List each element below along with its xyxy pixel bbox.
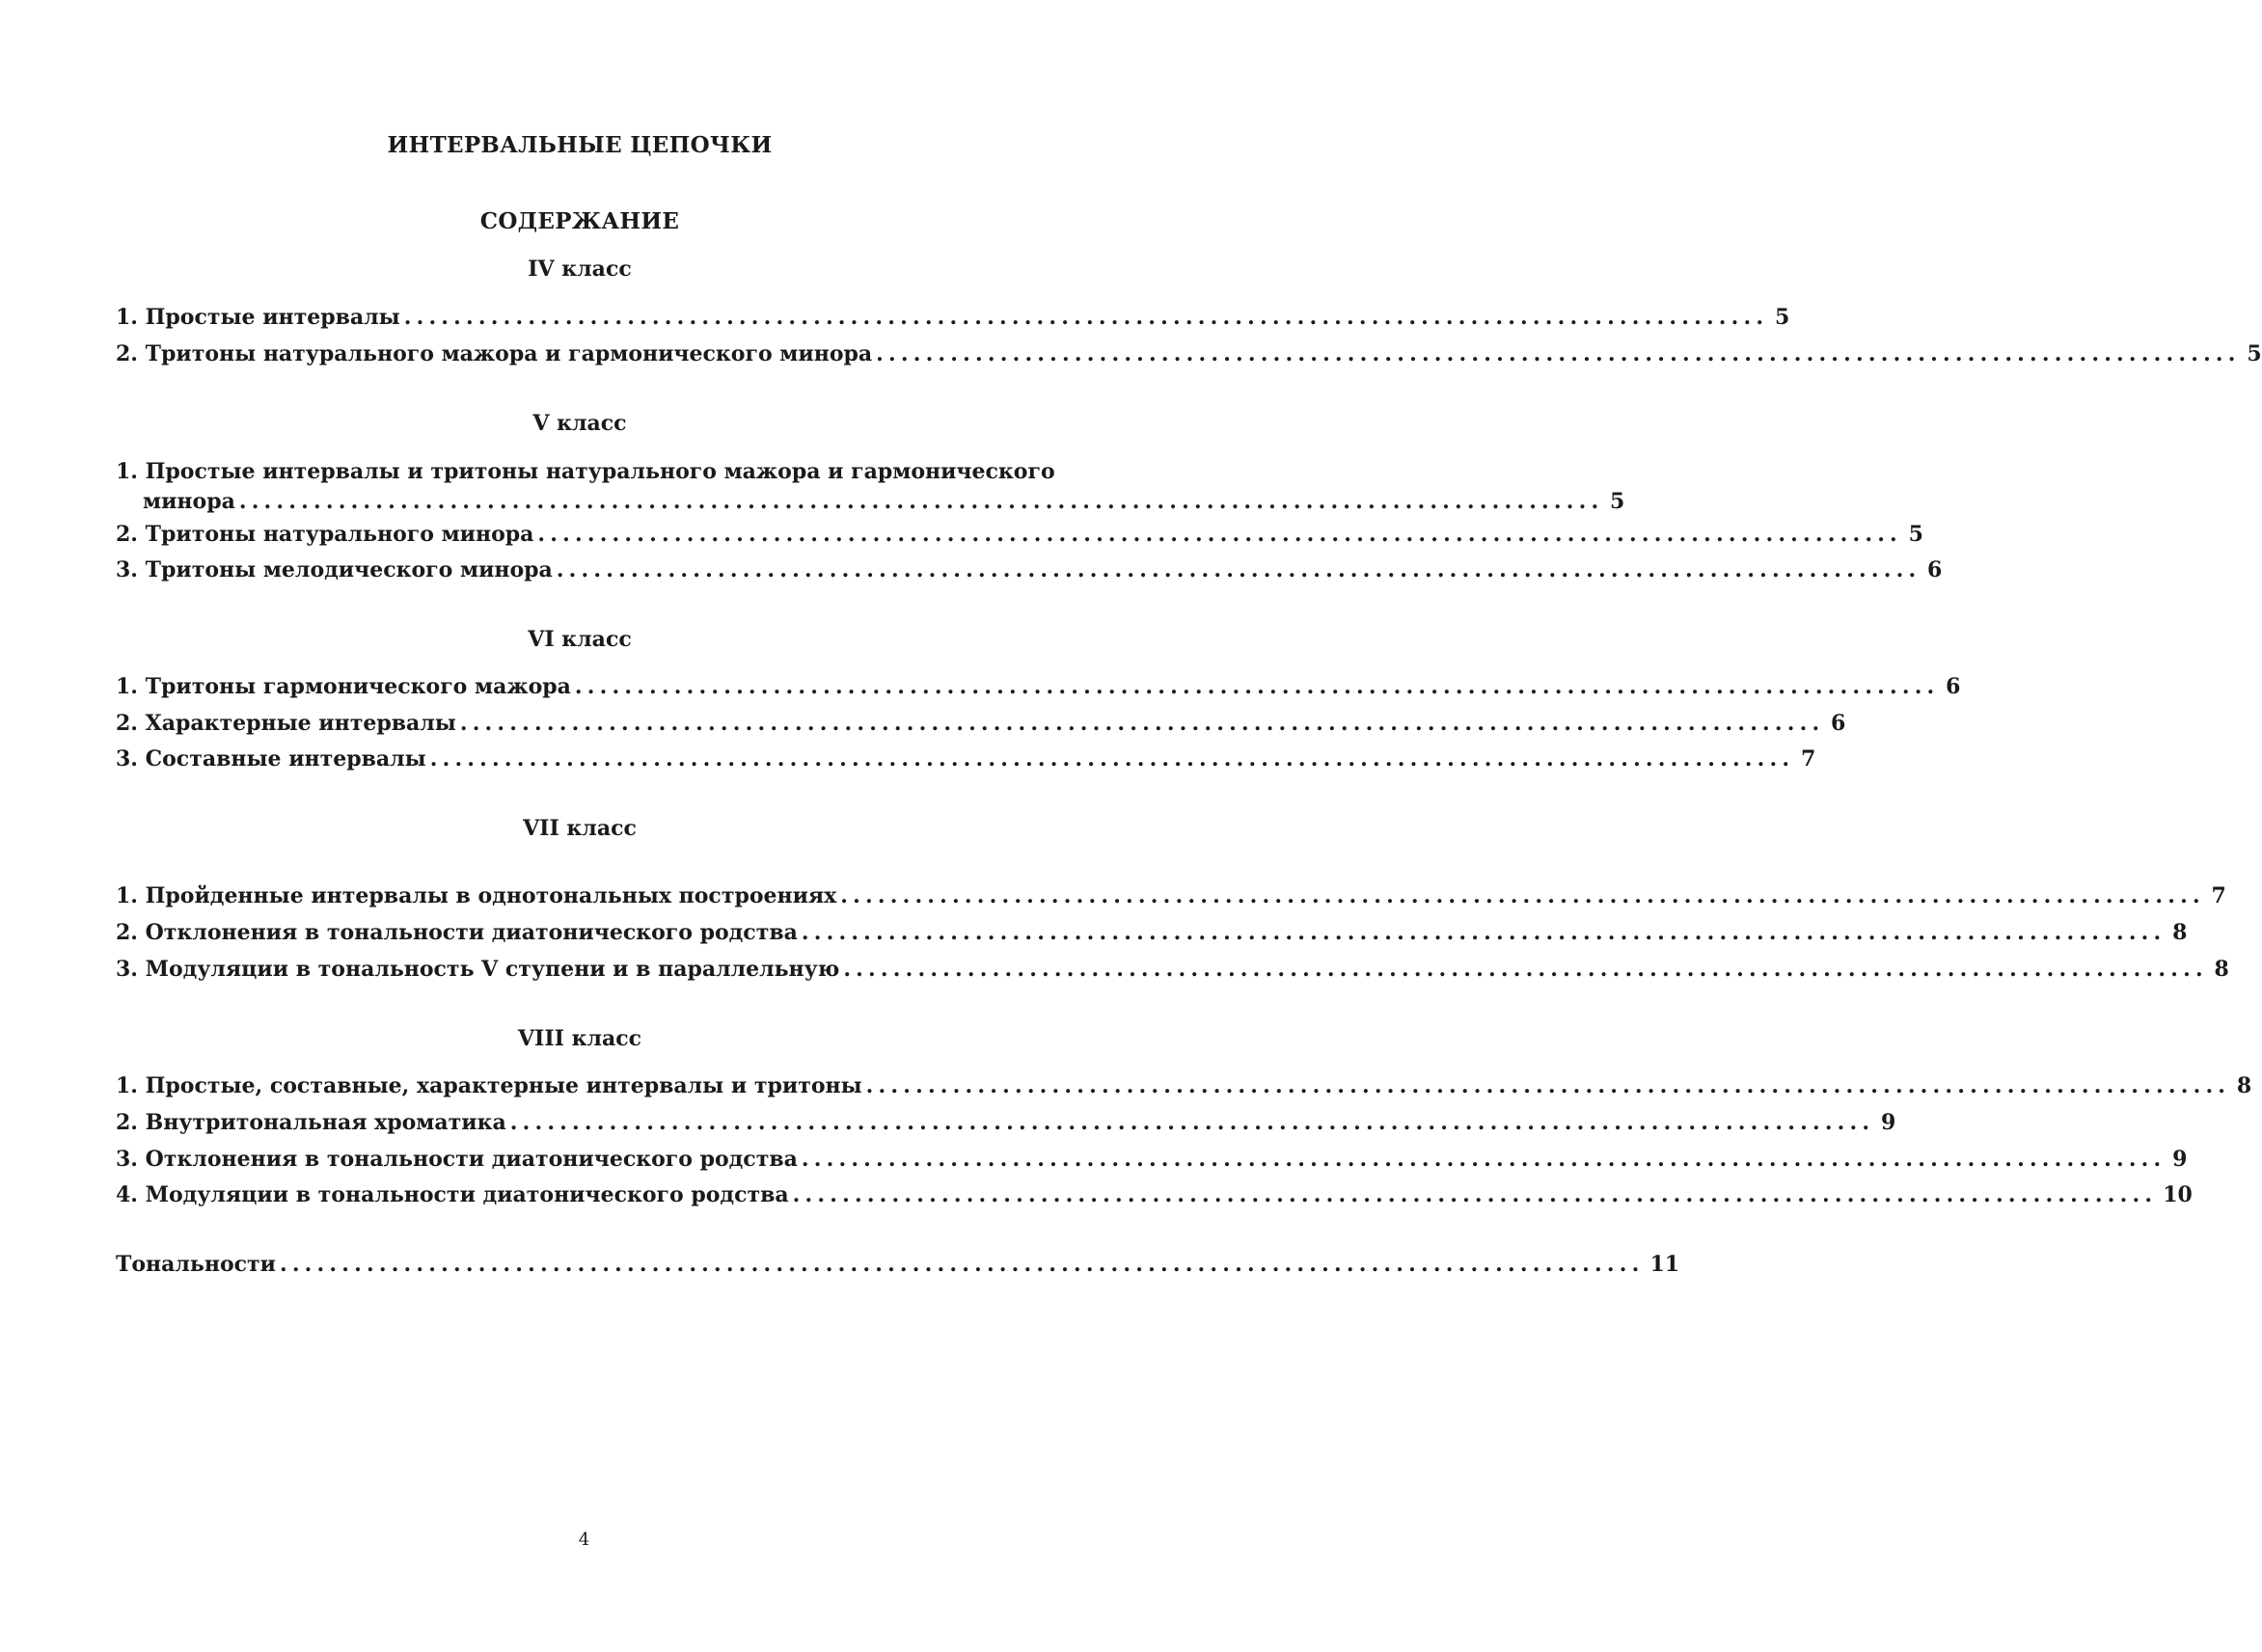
- dot-leader: ..............................................................................................................: [792, 1182, 2158, 1207]
- toc-entry-page: 7: [1800, 746, 1816, 772]
- toc-entry-label: 4. Модуляции в тональности диатонического родства: [116, 1182, 789, 1207]
- toc-entry-page: 6: [1831, 711, 1846, 736]
- dot-leader: ..............................................................................................................: [840, 883, 2205, 908]
- toc-entry[interactable]: [116, 522, 1923, 547]
- toc-entry-page: 5: [1774, 305, 1790, 330]
- dot-leader: ..............................................................................................................: [801, 920, 2167, 945]
- toc-entry-label: 1. Пройденные интервалы в однотональных построениях: [116, 883, 837, 908]
- toc-entry-label-continuation: минора: [143, 489, 235, 514]
- toc-entry-label: 2. Отклонения в тональности диатонического родства: [116, 920, 798, 945]
- toc-entry-page: 9: [1880, 1110, 1896, 1135]
- toc-entry[interactable]: [116, 1110, 1896, 1135]
- dot-leader: ..............................................................................................................: [801, 1147, 2167, 1172]
- toc-entry-label: 2. Тритоны натурального мажора и гармонического минора: [116, 341, 873, 366]
- section-heading-vii: VII класс: [523, 816, 637, 841]
- toc-entry-appendix[interactable]: [116, 1252, 1680, 1277]
- dot-leader: ..............................................................................................................: [509, 1110, 1875, 1135]
- document-title: ИНТЕРВАЛЬНЫЕ ЦЕПОЧКИ: [387, 132, 773, 158]
- toc-entry-label: 2. Внутритональная хроматика: [116, 1110, 506, 1135]
- dot-leader: ..............................................................................................................: [279, 1252, 1645, 1277]
- toc-entry-page: 8: [2236, 1073, 2252, 1098]
- dot-leader: ..............................................................................................................: [238, 489, 1604, 514]
- dot-leader: ..............................................................................................................: [459, 711, 1825, 736]
- toc-entry-label: 3. Модуляции в тональность V ступени и в параллельную: [116, 957, 840, 982]
- toc-entry-label: 2. Характерные интервалы: [116, 711, 456, 736]
- dot-leader: ..............................................................................................................: [403, 305, 1769, 330]
- toc-entry[interactable]: [116, 305, 1790, 330]
- toc-entry-page: 9: [2172, 1147, 2188, 1172]
- toc-entry-label: 1. Тритоны гармонического мажора: [116, 674, 571, 699]
- toc-entry-page: 5: [2247, 341, 2262, 366]
- toc-entry[interactable]: [116, 459, 1625, 514]
- section-heading-iv: IV класс: [528, 257, 632, 282]
- toc-entry-page: 6: [1946, 674, 1961, 699]
- page-number: 4: [578, 1530, 590, 1550]
- dot-leader: ..............................................................................................................: [876, 341, 2241, 366]
- toc-entry-page: 6: [1927, 557, 1943, 582]
- section-heading-viii: VIII класс: [517, 1026, 642, 1051]
- toc-entry[interactable]: [116, 1073, 2252, 1098]
- dot-leader: ..............................................................................................................: [843, 957, 2208, 982]
- toc-entry[interactable]: [116, 920, 2188, 945]
- toc-entry[interactable]: [116, 1182, 2193, 1207]
- dot-leader: ..............................................................................................................: [865, 1073, 2231, 1098]
- dot-leader: ..............................................................................................................: [429, 746, 1795, 772]
- toc-entry-label: 3. Тритоны мелодического минора: [116, 557, 553, 582]
- toc-entry[interactable]: [116, 957, 2229, 982]
- toc-entry-page: 7: [2211, 883, 2226, 908]
- toc-entry-page: 10: [2163, 1182, 2193, 1207]
- dot-leader: ..............................................................................................................: [556, 557, 1921, 582]
- toc-entry-label: 1. Простые интервалы: [116, 305, 400, 330]
- dot-leader: ..............................................................................................................: [537, 522, 1902, 547]
- toc-entry-page: 5: [1908, 522, 1923, 547]
- toc-entry-label: 3. Составные интервалы: [116, 746, 426, 772]
- toc-entry-label: 1. Простые интервалы и тритоны натурального мажора и гармонического: [116, 459, 1055, 484]
- toc-entry[interactable]: [116, 674, 1961, 699]
- toc-entry-label: 3. Отклонения в тональности диатонического родства: [116, 1147, 798, 1172]
- toc-entry[interactable]: [116, 883, 2226, 908]
- toc-entry-label: 1. Простые, составные, характерные интервалы и тритоны: [116, 1073, 862, 1098]
- toc-entry-page: 5: [1610, 489, 1625, 514]
- toc-entry[interactable]: [116, 711, 1846, 736]
- section-heading-vi: VI класс: [528, 627, 632, 652]
- toc-entry-label: 2. Тритоны натурального минора: [116, 522, 534, 547]
- contents-heading: СОДЕРЖАНИЕ: [479, 208, 680, 234]
- toc-entry-page: 8: [2214, 957, 2229, 982]
- toc-entry-page: 11: [1649, 1252, 1680, 1277]
- toc-entry[interactable]: [116, 341, 2262, 366]
- toc-entry-label: Тональности: [116, 1252, 276, 1277]
- toc-entry[interactable]: [116, 1147, 2188, 1172]
- dot-leader: ..............................................................................................................: [574, 674, 1940, 699]
- section-heading-v: V класс: [532, 411, 627, 436]
- toc-entry-page: 8: [2172, 920, 2188, 945]
- toc-entry[interactable]: [116, 557, 1943, 582]
- toc-entry[interactable]: [116, 746, 1816, 772]
